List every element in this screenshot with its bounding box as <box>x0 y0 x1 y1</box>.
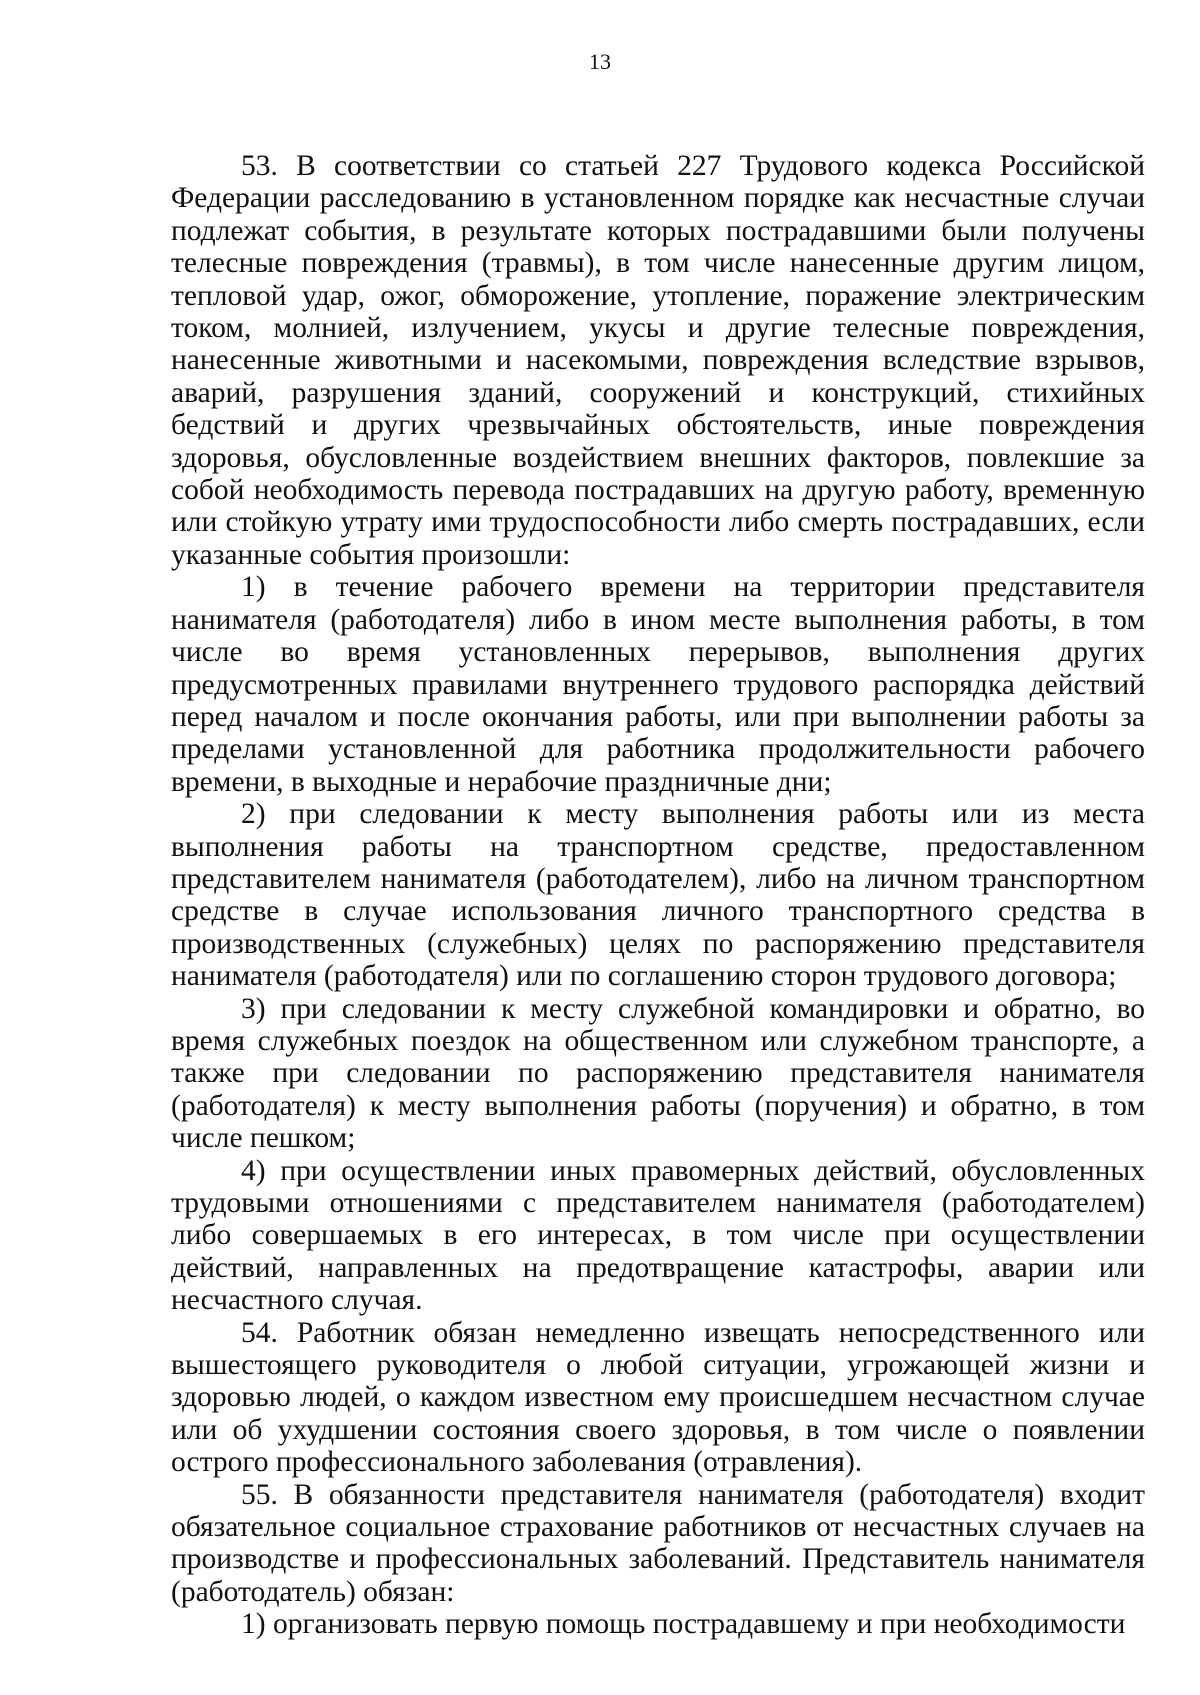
paragraph-55-item-1: 1) организовать первую помощь пострадавшему и при необходимости <box>241 1608 1126 1641</box>
paragraph-54: 54. Работник обязан немедленно извещать непосредственного или вышестоящего руководителя о любой ситуации, угрожающей жизни и здоровью людей, о каждом известном ему происшедшем несчастном случае или об ухудшении состояния своего здоровья, в том числе о появлении острого профессионального заболевания (отравления). <box>171 1316 1145 1479</box>
page-number: 13 <box>589 49 611 74</box>
paragraph-55: 55. В обязанности представителя нанимателя (работодателя) входит обязательное социальное страхование работников от несчастных случаев на производстве и профессиональных заболеваний. Представитель нанимателя (работодатель) обязан: <box>171 1478 1145 1608</box>
paragraph-53: 53. В соответствии со статьей 227 Трудового кодекса Российской Федерации расследованию в установленном порядке как несчастные случаи подлежат события, в результате которых пострадавшими были получены телесные повреждения (травмы), в том числе нанесенные другим лицом, тепловой удар, ожог, обморожение, утопление, поражение электрическим током, молнией, излучением, укусы и другие телесные повреждения, нанесенные животными и насекомыми, повреждения вследствие взрывов, аварий, разрушения зданий, сооружений и конструкций, стихийных бедствий и других чрезвычайных обстоятельств, иные повреждения здоровья, обусловленные воздействием внешних факторов, повлекшие за собой необходимость перевода пострадавших на другую работу, временную или стойкую утрату ими трудоспособности либо смерть пострадавших, если указанные события произошли: <box>171 150 1145 571</box>
paragraph-53-item-2: 2) при следовании к месту выполнения работы или из места выполнения работы на транспортном средстве, предоставленном представителем нанимателя (работодателем), либо на личном транспортном средстве в случае использования личного транспортного средства в производственных (служебных) целях по распоряжению представителя нанимателя (работодателя) или по соглашению сторон трудового договора; <box>171 798 1145 993</box>
document-body <box>171 150 1145 1641</box>
paragraph-53-item-3: 3) при следовании к месту служебной командировки и обратно, во время служебных поездок на общественном или служебном транспорте, а также при следовании по распоряжению представителя нанимателя (работодателя) к месту выполнения работы (поручения) и обратно, в том числе пешком; <box>171 992 1145 1155</box>
paragraph-53-item-1: 1) в течение рабочего времени на территории представителя нанимателя (работодателя) либо в ином месте выполнения работы, в том числе во время установленных перерывов, выполнения других предусмотренных правилами внутреннего трудового распорядка действий перед началом и после окончания работы, или при выполнении работы за пределами установленной для работника продолжительности рабочего времени, в выходные и нерабочие праздничные дни; <box>171 571 1145 798</box>
paragraph-53-item-4: 4) при осуществлении иных правомерных действий, обусловленных трудовыми отношениями с представителем нанимателя (работодателем) либо совершаемых в его интересах, в том числе при осуществлении действий, направленных на предотвращение катастрофы, аварии или несчастного случая. <box>171 1154 1145 1317</box>
